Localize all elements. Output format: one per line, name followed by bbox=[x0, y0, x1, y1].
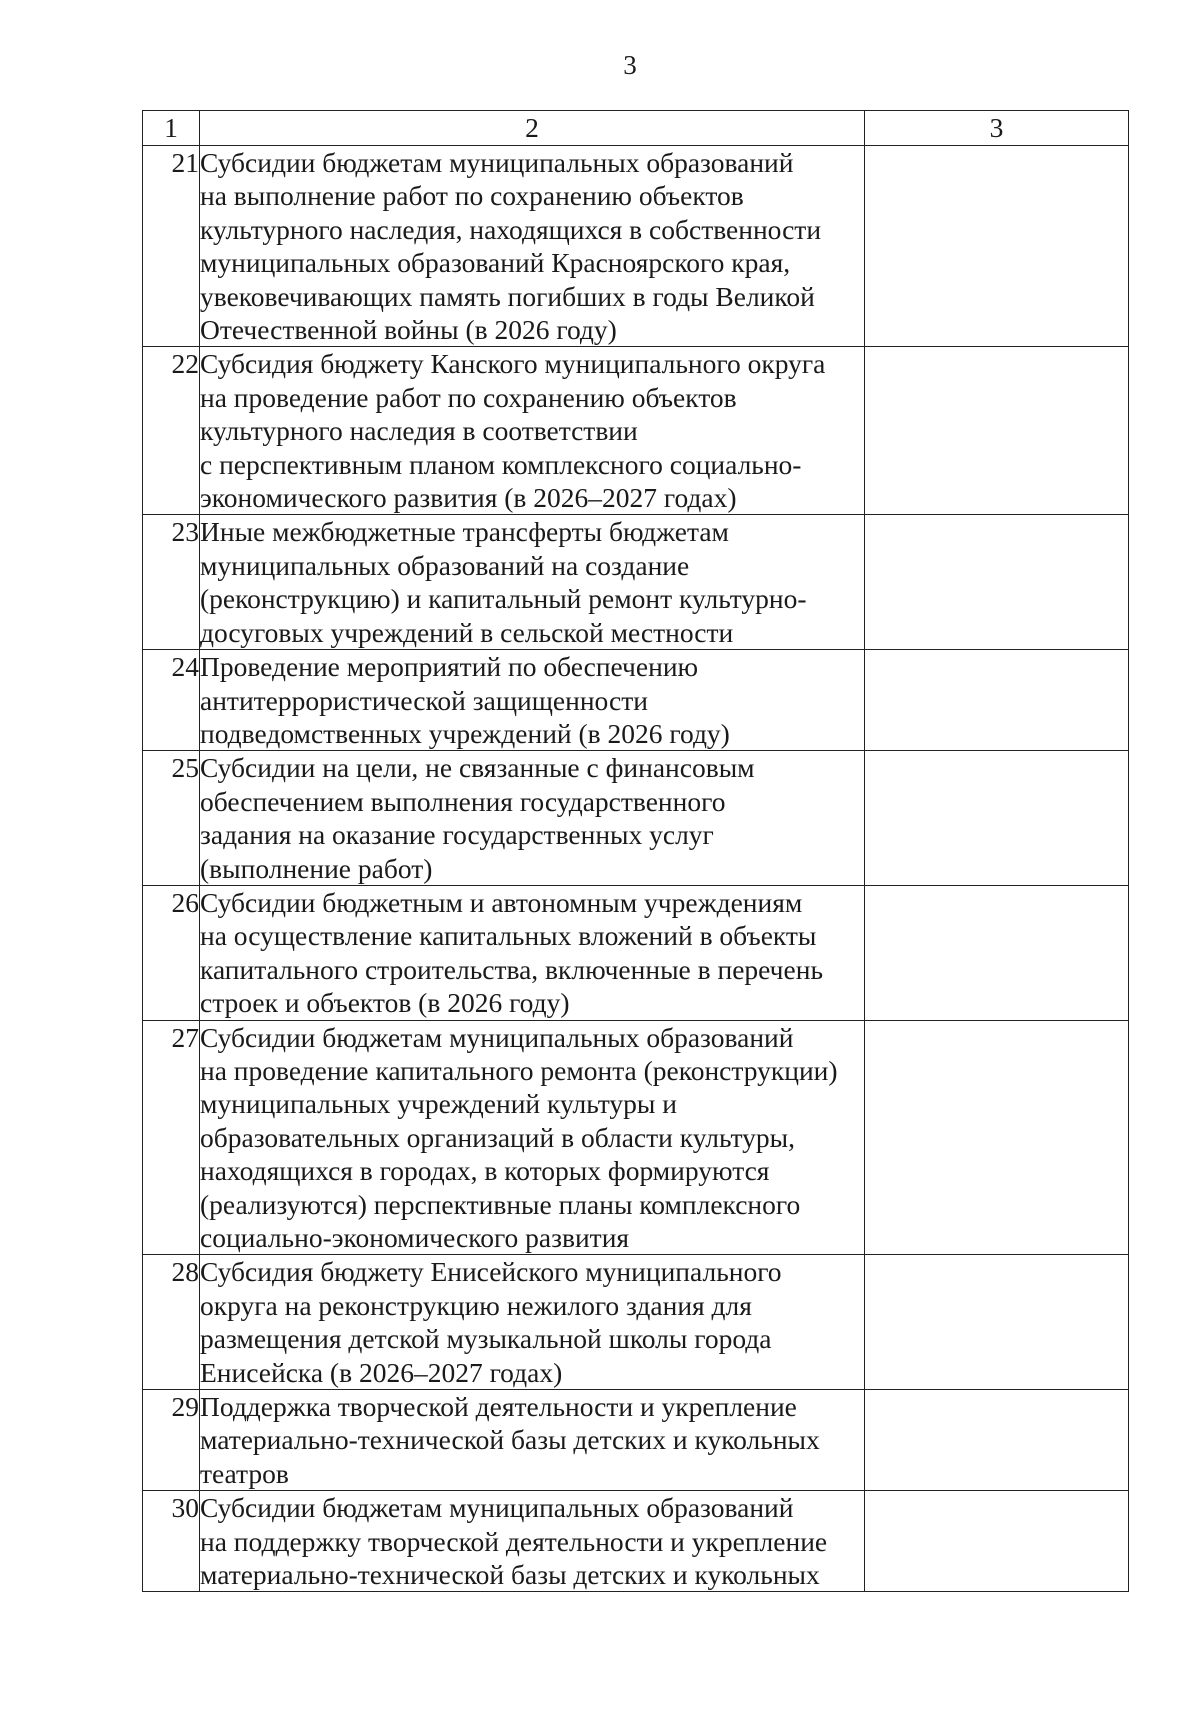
description-line: культурного наследия в соответствии bbox=[200, 415, 638, 447]
description-line: Субсидии бюджетам муниципальных образований bbox=[200, 1021, 794, 1053]
column-header-3: 3 bbox=[865, 111, 1129, 146]
row-number: 26 bbox=[143, 885, 200, 1020]
description-line: Иные межбюджетные трансферты бюджетам bbox=[200, 516, 729, 548]
row-description bbox=[200, 146, 865, 347]
row-description bbox=[200, 751, 865, 886]
description-line: на проведение работ по сохранению объектов bbox=[200, 381, 737, 413]
row-number: 30 bbox=[143, 1491, 200, 1592]
row-description bbox=[200, 1020, 865, 1255]
row-number: 27 bbox=[143, 1020, 200, 1255]
row-column-3 bbox=[865, 1020, 1129, 1255]
row-column-3 bbox=[865, 650, 1129, 751]
page-number: 3 bbox=[623, 50, 637, 80]
description-line: (реализуются) перспективные планы комплексного bbox=[200, 1188, 801, 1220]
description-line: увековечивающих память погибших в годы Великой bbox=[200, 280, 815, 312]
description-line: Субсидии бюджетам муниципальных образований bbox=[200, 1492, 794, 1524]
description-line: материально-технической базы детских и кукольных bbox=[200, 1559, 820, 1591]
description-line: Проведение мероприятий по обеспечению bbox=[200, 651, 699, 683]
description-line: задания на оказание государственных услуг bbox=[200, 819, 714, 851]
description-line: строек и объектов (в 2026 году) bbox=[200, 987, 570, 1019]
row-column-3 bbox=[865, 1255, 1129, 1390]
row-description bbox=[200, 1390, 865, 1491]
row-column-3 bbox=[865, 515, 1129, 650]
column-header-1: 1 bbox=[143, 111, 200, 146]
description-line: капитального строительства, включенные в перечень bbox=[200, 953, 823, 985]
description-line: Субсидия бюджету Енисейского муниципального bbox=[200, 1256, 782, 1288]
description-line: размещения детской музыкальной школы города bbox=[200, 1323, 772, 1355]
row-column-3 bbox=[865, 885, 1129, 1020]
document-table bbox=[142, 110, 1129, 1592]
table-row bbox=[143, 885, 1129, 1020]
row-description bbox=[200, 515, 865, 650]
description-line: (выполнение работ) bbox=[200, 852, 433, 884]
row-column-3 bbox=[865, 1390, 1129, 1491]
description-line: муниципальных образований Красноярского края, bbox=[200, 247, 791, 279]
description-line: образовательных организаций в области культуры, bbox=[200, 1121, 795, 1153]
description-line: на выполнение работ по сохранению объектов bbox=[200, 180, 744, 212]
row-description bbox=[200, 885, 865, 1020]
description-line: (реконструкцию) и капитальный ремонт культурно- bbox=[200, 583, 807, 615]
table-row bbox=[143, 515, 1129, 650]
description-line: досуговых учреждений в сельской местности bbox=[200, 616, 734, 648]
description-line: театров bbox=[200, 1457, 289, 1489]
description-line: Енисейска (в 2026–2027 годах) bbox=[200, 1356, 563, 1388]
description-line: Поддержка творческой деятельности и укрепление bbox=[200, 1391, 797, 1423]
row-number: 25 bbox=[143, 751, 200, 886]
row-number: 28 bbox=[143, 1255, 200, 1390]
column-header-2: 2 bbox=[200, 111, 865, 146]
description-line: материально-технической базы детских и кукольных bbox=[200, 1424, 820, 1456]
row-description bbox=[200, 650, 865, 751]
table-header-row bbox=[143, 111, 1129, 146]
description-line: антитеррористической защищенности bbox=[200, 684, 648, 716]
description-line: подведомственных учреждений (в 2026 году) bbox=[200, 717, 730, 749]
table-row bbox=[143, 650, 1129, 751]
table-row bbox=[143, 751, 1129, 886]
row-description bbox=[200, 347, 865, 515]
description-line: Отечественной войны (в 2026 году) bbox=[200, 314, 617, 346]
description-line: Субсидии на цели, не связанные с финансовым bbox=[200, 752, 755, 784]
row-number: 29 bbox=[143, 1390, 200, 1491]
description-line: округа на реконструкцию нежилого здания для bbox=[200, 1289, 752, 1321]
description-line: Субсидии бюджетным и автономным учреждениям bbox=[200, 886, 803, 918]
description-line: Субсидии бюджетам муниципальных образований bbox=[200, 147, 794, 178]
description-line: социально-экономического развития bbox=[200, 1222, 630, 1253]
row-number: 22 bbox=[143, 347, 200, 515]
table-row bbox=[143, 1020, 1129, 1255]
row-number: 23 bbox=[143, 515, 200, 650]
description-line: находящихся в городах, в которых формируются bbox=[200, 1155, 770, 1187]
description-line: муниципальных образований на создание bbox=[200, 549, 690, 581]
row-number: 24 bbox=[143, 650, 200, 751]
description-line: муниципальных учреждений культуры и bbox=[200, 1088, 677, 1120]
table-row bbox=[143, 1491, 1129, 1592]
row-description bbox=[200, 1491, 865, 1592]
description-line: Субсидия бюджету Канского муниципального округа bbox=[200, 348, 826, 380]
table-row bbox=[143, 347, 1129, 515]
description-line: на поддержку творческой деятельности и укрепление bbox=[200, 1525, 828, 1557]
description-line: экономического развития (в 2026–2027 годах) bbox=[200, 482, 737, 514]
row-column-3 bbox=[865, 347, 1129, 515]
description-line: с перспективным планом комплексного социально- bbox=[200, 448, 802, 480]
description-line: на осуществление капитальных вложений в объекты bbox=[200, 920, 817, 952]
description-line: на проведение капитального ремонта (реконструкции) bbox=[200, 1054, 838, 1086]
row-description bbox=[200, 1255, 865, 1390]
table-row bbox=[143, 1255, 1129, 1390]
row-column-3 bbox=[865, 1491, 1129, 1592]
table-row bbox=[143, 1390, 1129, 1491]
table-row bbox=[143, 146, 1129, 347]
table-body bbox=[143, 146, 1129, 1592]
description-line: культурного наследия, находящихся в собственности bbox=[200, 213, 822, 245]
row-number: 21 bbox=[143, 146, 200, 347]
row-column-3 bbox=[865, 751, 1129, 886]
description-line: обеспечением выполнения государственного bbox=[200, 785, 726, 817]
row-column-3 bbox=[865, 146, 1129, 347]
